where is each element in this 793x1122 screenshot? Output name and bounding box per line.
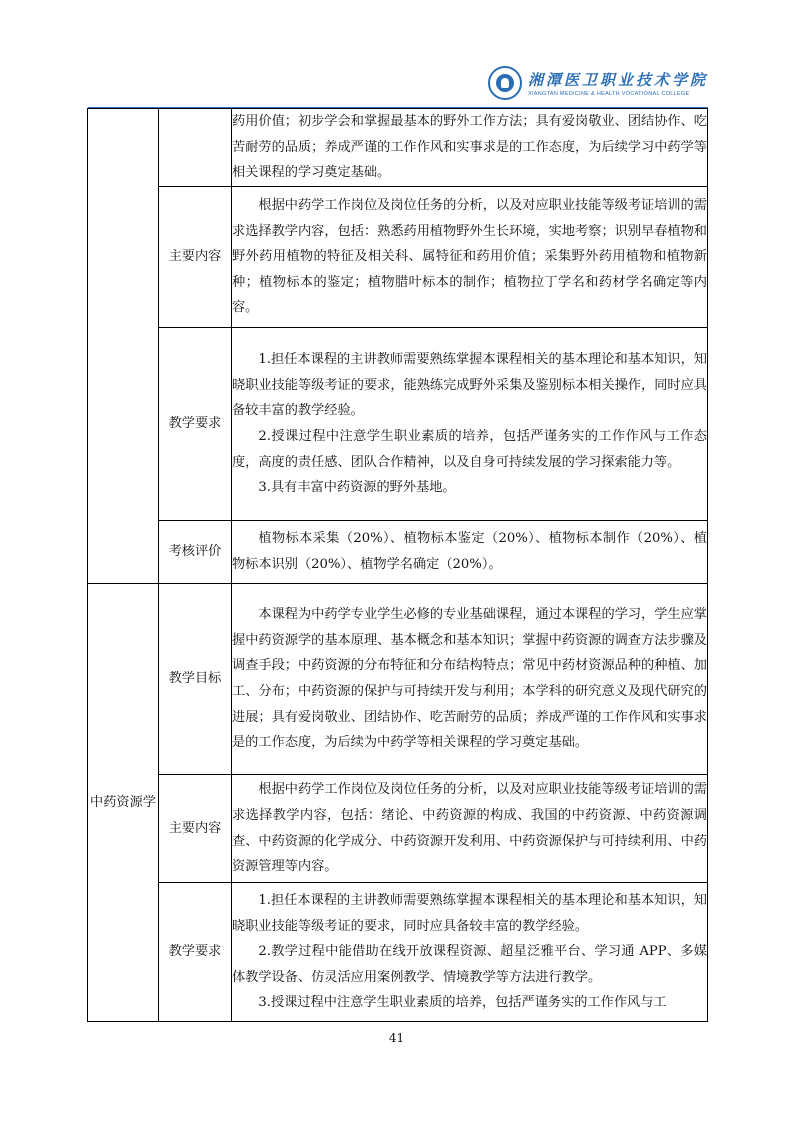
course-name-cell-continued	[88, 109, 159, 584]
goal-tail-cell	[232, 109, 708, 187]
assessment-cell	[232, 521, 708, 584]
table-row	[88, 187, 708, 328]
main-content-text: 根据中药学工作岗位及岗位任务的分析，以及对应职业技能等级考证培训的需求选择教学内容，包括：绪论、中药资源的构成、我国的中药资源、中药资源调查、中药资源的化学成分、中药资源开发利用、中药资源保护与可持续利用、中药资源管理等内容。	[232, 782, 707, 875]
main-content-cell	[232, 187, 708, 328]
goal-text: 本课程为中药学专业学生必修的专业基础课程，通过本课程的学习，学生应掌握中药资源学的基本原理、基本概念和基本知识；掌握中药资源的调查方法步骤及调查手段；中药资源的分布特征和分布结构特点；常见中药材资源品种的种植、加工、分布；中药资源的保护与可持续开发与利用；本学科的研究意义及现代研究的进展；具有爱岗敬业、团结协作、吃苦耐劳的品质；养成严谨的工作作风和实事求是的工作态度，为后续为中药学等相关课程的学习奠定基础。	[232, 607, 707, 751]
course-name-cell	[88, 584, 159, 1022]
goal-tail-text: 药用价值；初步学会和掌握最基本的野外工作方法；具有爱岗敬业、团结协作、吃苦耐劳的品质；养成严谨的工作作风和实事求是的工作态度，为后续学习中药学等相关课程的学习奠定基础。	[232, 114, 707, 181]
table-row	[88, 521, 708, 584]
main-content-text: 根据中药学工作岗位及岗位任务的分析，以及对应职业技能等级考证培训的需求选择教学内容，包括：熟悉药用植物野外生长环境，实地考察；识别早春植物和野外药用植物的特征及相关科、属特征和药用价值；采集野外药用植物和植物新种；植物标本的鉴定；植物腊叶标本的制作；植物拉丁学名和药材学名确定等内容。	[232, 198, 707, 316]
requirement-item: 3.具有丰富中药资源的野外基地。	[258, 480, 456, 496]
requirements-cell	[232, 883, 708, 1022]
goal-label-cell	[159, 109, 232, 187]
logo-chinese-name: 湘潭医卫职业技术学院	[527, 71, 708, 89]
page-number: 41	[388, 1031, 405, 1045]
requirement-item: 3.授课过程中注意学生职业素质的培养，包括严谨务实的工作作风与工	[258, 995, 667, 1011]
table-row	[88, 328, 708, 521]
page-header	[88, 66, 708, 108]
requirement-item: 1.担任本课程的主讲教师需要熟练掌握本课程相关的基本理论和基本知识，知晓职业技能等级考证的要求，能熟练完成野外采集及鉴别标本相关操作，同时应具备较丰富的教学经验。	[232, 352, 707, 419]
requirement-item: 1.担任本课程的主讲教师需要熟练掌握本课程相关的基本理论和基本知识，知晓职业技能等级考证的要求，同时应具备较丰富的教学经验。	[232, 893, 707, 934]
main-content-cell	[232, 775, 708, 883]
requirements-label: 教学要求	[159, 328, 232, 521]
college-logo	[488, 66, 708, 100]
requirement-item: 2.教学过程中能借助在线开放课程资源、超星泛雅平台、学习通 APP、多媒体教学设备、仿灵活应用案例教学、情境教学等方法进行教学。	[232, 944, 707, 985]
main-content-label: 主要内容	[159, 775, 232, 883]
requirements-cell	[232, 328, 708, 521]
college-seal-icon	[488, 66, 522, 100]
course-name: 中药资源学	[90, 794, 156, 810]
table-row	[88, 775, 708, 883]
requirement-item: 2.授课过程中注意学生职业素质的培养，包括严谨务实的工作作风与工作态度，高度的责任感、团队合作精神，以及自身可持续发展的学习探索能力等。	[232, 429, 707, 470]
main-content-label: 主要内容	[159, 187, 232, 328]
table-row	[88, 109, 708, 187]
table-row	[88, 584, 708, 775]
assessment-label: 考核评价	[159, 521, 232, 584]
course-table	[87, 108, 708, 1022]
goal-cell	[232, 584, 708, 775]
table-row	[88, 883, 708, 1022]
requirements-label: 教学要求	[159, 883, 232, 1022]
logo-english-name: XIANGTAN MEDICINE & HEALTH VOCATIONAL COLLEGE	[527, 91, 690, 97]
assessment-text: 植物标本采集（20%）、植物标本鉴定（20%）、植物标本制作（20%）、植物标本识别（20%）、植物学名确定（20%）。	[232, 531, 707, 572]
goal-label: 教学目标	[159, 584, 232, 775]
